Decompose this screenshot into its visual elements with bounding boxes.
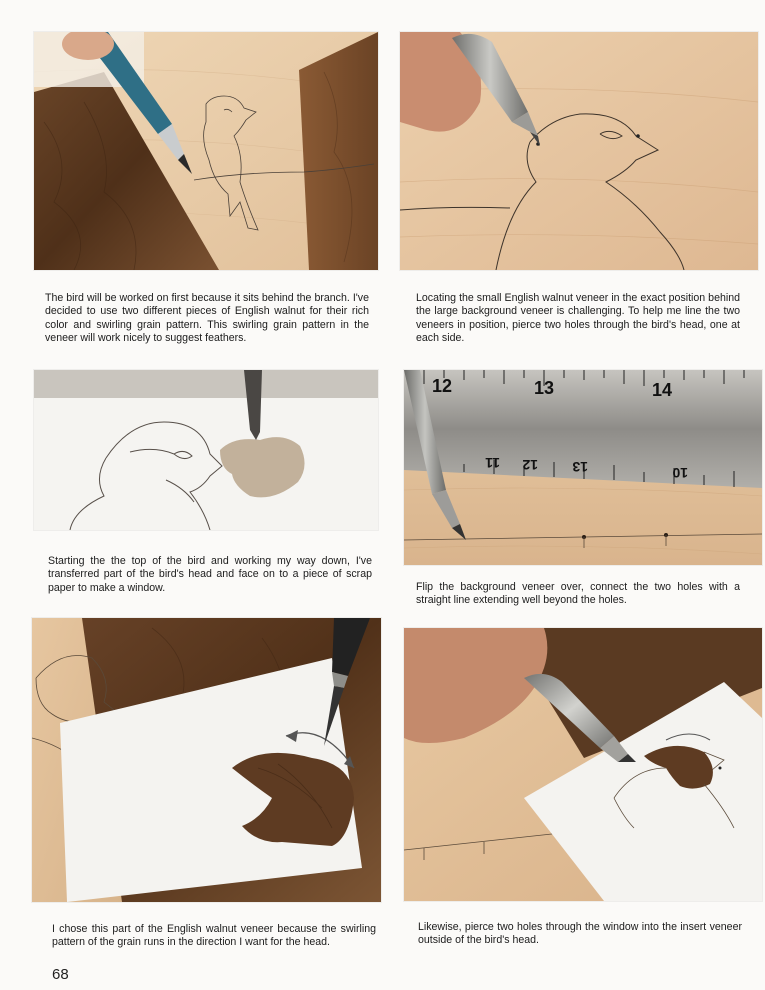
- ruler-flipped-12: 12: [522, 457, 538, 473]
- paper-window-image: [34, 370, 378, 530]
- caption-step-4: Flip the background veneer over, connect the two holes with a straight line extending well beyond the holes.: [416, 581, 740, 607]
- pierce-head-image: [400, 32, 758, 270]
- ruler-flipped-11: 11: [485, 455, 500, 471]
- ruler-number-13: 13: [534, 378, 555, 398]
- photo-paper-window: [34, 370, 378, 530]
- bird-tracing-image: [34, 32, 378, 270]
- photo-pierce-head: [400, 32, 758, 270]
- walnut-window-image: [32, 618, 381, 902]
- caption-step-5: I chose this part of the English walnut veneer because the swirling pattern of the grain runs in the direction I want for the head.: [52, 923, 376, 949]
- photo-pierce-insert: [404, 628, 762, 901]
- page-number: 68: [52, 966, 69, 983]
- ruler-flipped-10: 10: [672, 465, 688, 481]
- ruler-number-12: 12: [432, 376, 453, 396]
- caption-step-1: The bird will be worked on first because it sits behind the branch. I've decided to use two different pieces of English walnut for their rich color and swirling grain pattern. This swirling grain pattern in the veneer will work nicely to suggest feathers.: [45, 292, 369, 345]
- pierce-insert-image: [404, 628, 762, 901]
- photo-bird-tracing: [34, 32, 378, 270]
- caption-step-3: Starting the the top of the bird and working my way down, I've transferred part of the bird's head and face on to a piece of scrap paper to make a window.: [48, 555, 372, 594]
- caption-step-2: Locating the small English walnut veneer in the exact position behind the large background veneer is challenging. To help me line the two veneers in position, pierce two holes through the bird's head, one at each side.: [416, 292, 740, 345]
- ruler-flipped-13: 13: [572, 459, 588, 475]
- ruler-number-14: 14: [652, 380, 673, 400]
- ruler-line-image: [404, 370, 762, 565]
- caption-step-6: Likewise, pierce two holes through the window into the insert veneer outside of the bird's head.: [418, 921, 742, 947]
- photo-ruler-line: [404, 370, 762, 565]
- photo-walnut-window: [32, 618, 381, 902]
- walnut-veneer-right: [299, 32, 378, 270]
